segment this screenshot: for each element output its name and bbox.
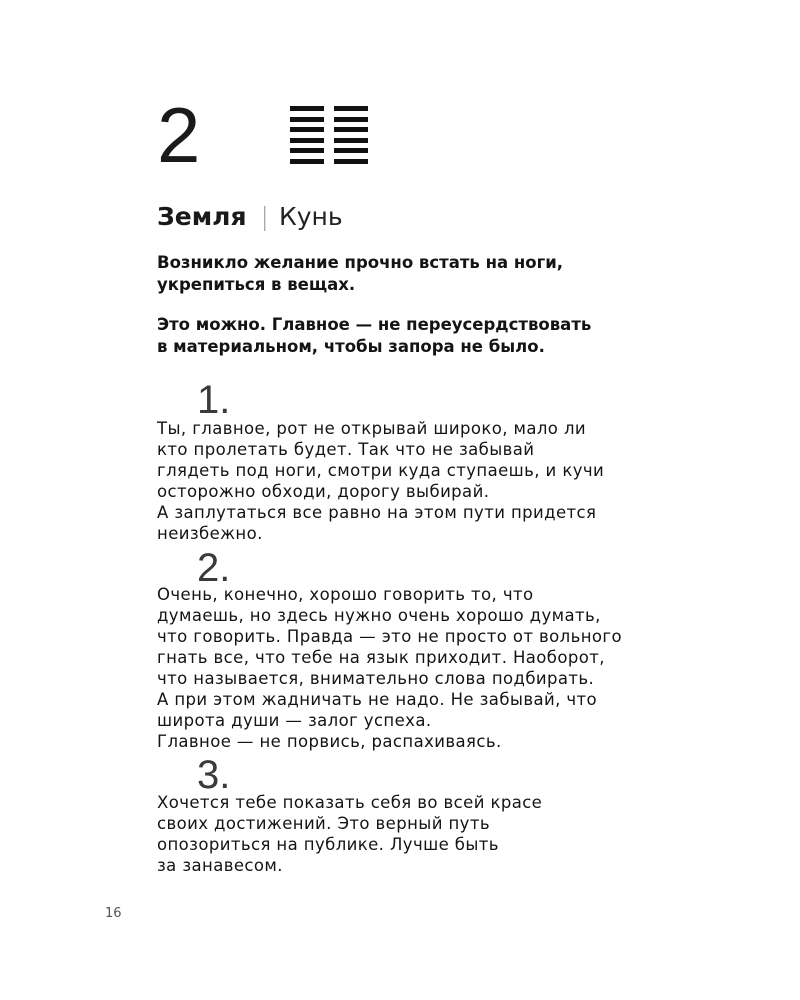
hexagram-line [290, 106, 368, 111]
stanza-text-1: Ты, главное, рот не открывай широко, мало ли кто пролетать будет. Так что не забывай глядеть под ноги, смотри куда ступаешь, и кучи осторожно обходи, дорогу выбирай. А заплутаться все равно на этом пути придется неизбежно. [157, 419, 605, 543]
lead-paragraph-2 [157, 314, 717, 358]
chapter-title-main: Земля [157, 202, 247, 231]
chapter-title [157, 200, 343, 234]
stanza-number-3: 3. [197, 753, 231, 797]
hexagram-line [290, 117, 368, 122]
hexagram-kun-icon [290, 106, 368, 164]
stanza-number-1: 1. [197, 378, 231, 422]
stanza-number-2: 2. [197, 546, 231, 590]
hexagram-line [290, 159, 368, 164]
hexagram-line [290, 138, 368, 143]
lead-text: Это можно. Главное — не переусердствовать в материальном, чтобы запора не было. [157, 315, 592, 356]
page-number: 16 [105, 906, 122, 921]
chapter-number: 2 [157, 91, 200, 179]
hexagram-line [290, 148, 368, 153]
hexagram-line [290, 127, 368, 132]
stanza-text-2: Очень, конечно, хорошо говорить то, что думаешь, но здесь нужно очень хорошо думать, что говорить. Правда — это не просто от вольного гнать все, что тебе на язык приходит. Наоборот, что называется, внимательно слова подбирать. А при этом жадничать не надо. Не забывай, что широта души — залог успеха. Главное — не порвись, распахиваясь. [157, 585, 622, 751]
stanza-text-3: Хочется тебе показать себя во всей красе своих достижений. Это верный путь опозориться на публике. Лучше быть за занавесом. [157, 793, 543, 875]
lead-paragraph-1 [157, 252, 717, 296]
title-separator: | [260, 202, 269, 231]
lead-text: Возникло желание прочно встать на ноги, укрепиться в вещах. [157, 253, 564, 294]
chapter-title-sub: Кунь [278, 202, 343, 231]
